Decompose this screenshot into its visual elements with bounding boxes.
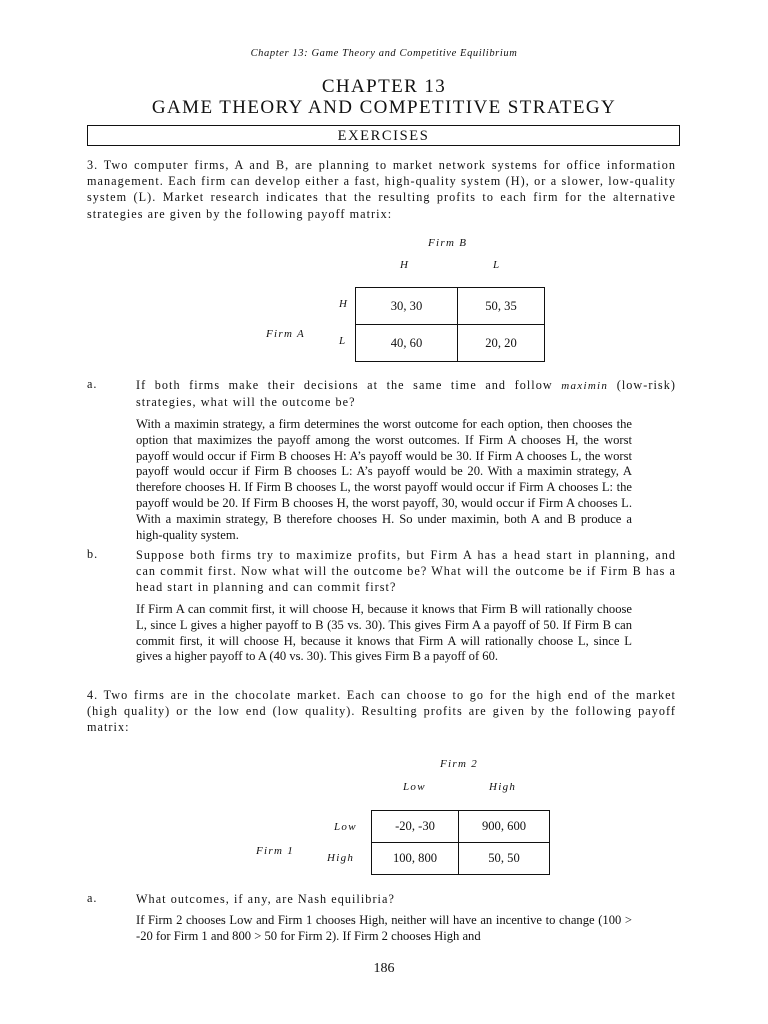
q4-payoff-matrix (371, 810, 550, 875)
q3b-answer: If Firm A can commit first, it will choose H, because it knows that Firm B will rationally choose L, since L gives a higher payoff to B (35 vs. 30). This gives Firm A a payoff of 50. If Firm B can commit first, it will choose H, because it knows that Firm A will rationally choose L, since L gives a higher payoff to A (40 vs. 30). This gives Firm B a payoff of 60. (136, 602, 632, 664)
q3-col-header-l: L (493, 259, 501, 271)
q3b-question: Suppose both firms try to maximize profits, but Firm A has a head start in planning, and can commit first. Now what will the outcome be? What will the outcome be if Firm B has a head start in planning and can commit first? (136, 548, 676, 595)
running-head: Chapter 13: Game Theory and Competitive Equilibrium (250, 48, 518, 59)
q3b-label: b. (87, 547, 99, 561)
page-number: 186 (373, 961, 395, 976)
q4-row-header-low: Low (334, 821, 357, 833)
q4-cell-high-low: 100, 800 (372, 843, 459, 875)
q3-col-player: Firm B (428, 237, 468, 249)
maximin-term: maximin (561, 380, 609, 392)
q4-col-player: Firm 2 (440, 758, 479, 770)
q4-row-header-high: High (327, 852, 355, 864)
q4-cell-low-low: -20, -30 (372, 811, 459, 843)
q4-cell-high-high: 50, 50 (459, 843, 550, 875)
exercises-header: EXERCISES (87, 125, 680, 146)
q3-cell-hl: 50, 35 (458, 288, 545, 325)
q3-row-header-h: H (339, 298, 349, 310)
q4-row-player: Firm 1 (256, 845, 295, 857)
q3a-answer: With a maximin strategy, a firm determines the worst outcome for each option, then chooses the option that maximizes the payoff among the worst outcomes. If Firm A chooses H, the worst payoff would occur if Firm B chooses H: A’s payoff would be 30. If Firm A chooses L, the worst payoff would occur if Firm B chooses L: A’s payoff would be 20. With a maximin strategy, A therefore chooses H. If Firm B chooses L, the worst payoff would occur if Firm A chooses L: the payoff would be 20. If Firm B chooses H, the worst payoff, 30, would occur if Firm A chooses L. With a maximin strategy, B therefore chooses H. So under maximin, both A and B produce a high-quality system. (136, 417, 632, 542)
q3-cell-lh: 40, 60 (356, 325, 458, 362)
q4a-question: What outcomes, if any, are Nash equilibria? (136, 892, 395, 906)
q4-text: 4. Two firms are in the chocolate market. Each can choose to go for the high end of the market (high quality) or the low end (low quality). Resulting profits are given by the following payoff matrix: (87, 688, 676, 735)
q3-cell-hh: 30, 30 (356, 288, 458, 325)
chapter-title: GAME THEORY AND COMPETITIVE STRATEGY (151, 97, 617, 118)
q3-cell-ll: 20, 20 (458, 325, 545, 362)
q3-row-header-l: L (339, 335, 347, 347)
q4-col-header-low: Low (403, 781, 426, 793)
q4a-answer: If Firm 2 chooses Low and Firm 1 chooses High, neither will have an incentive to change (100 > -20 for Firm 1 and 800 > 50 for Firm 2). If Firm 2 chooses High and (136, 913, 632, 943)
q3-text: 3. Two computer firms, A and B, are planning to market network systems for office information management. Each firm can develop either a fast, high-quality system (H), or a slower, low-quality system (L). Market research indicates that the resulting profits to each firm for the alternative strategies are given by the following payoff matrix: (87, 158, 676, 221)
q3a-label: a. (87, 377, 98, 391)
chapter-number: CHAPTER 13 (321, 76, 447, 97)
q4-cell-low-high: 900, 600 (459, 811, 550, 843)
q3-row-player: Firm A (266, 328, 306, 340)
q3-col-header-h: H (400, 259, 410, 271)
q3a-question: If both firms make their decisions at the same time and follow maximin (low-risk) strategies, what will the outcome be? (136, 378, 676, 410)
q3-payoff-matrix (355, 287, 545, 362)
q4-col-header-high: High (489, 781, 517, 793)
q4a-label: a. (87, 891, 98, 905)
